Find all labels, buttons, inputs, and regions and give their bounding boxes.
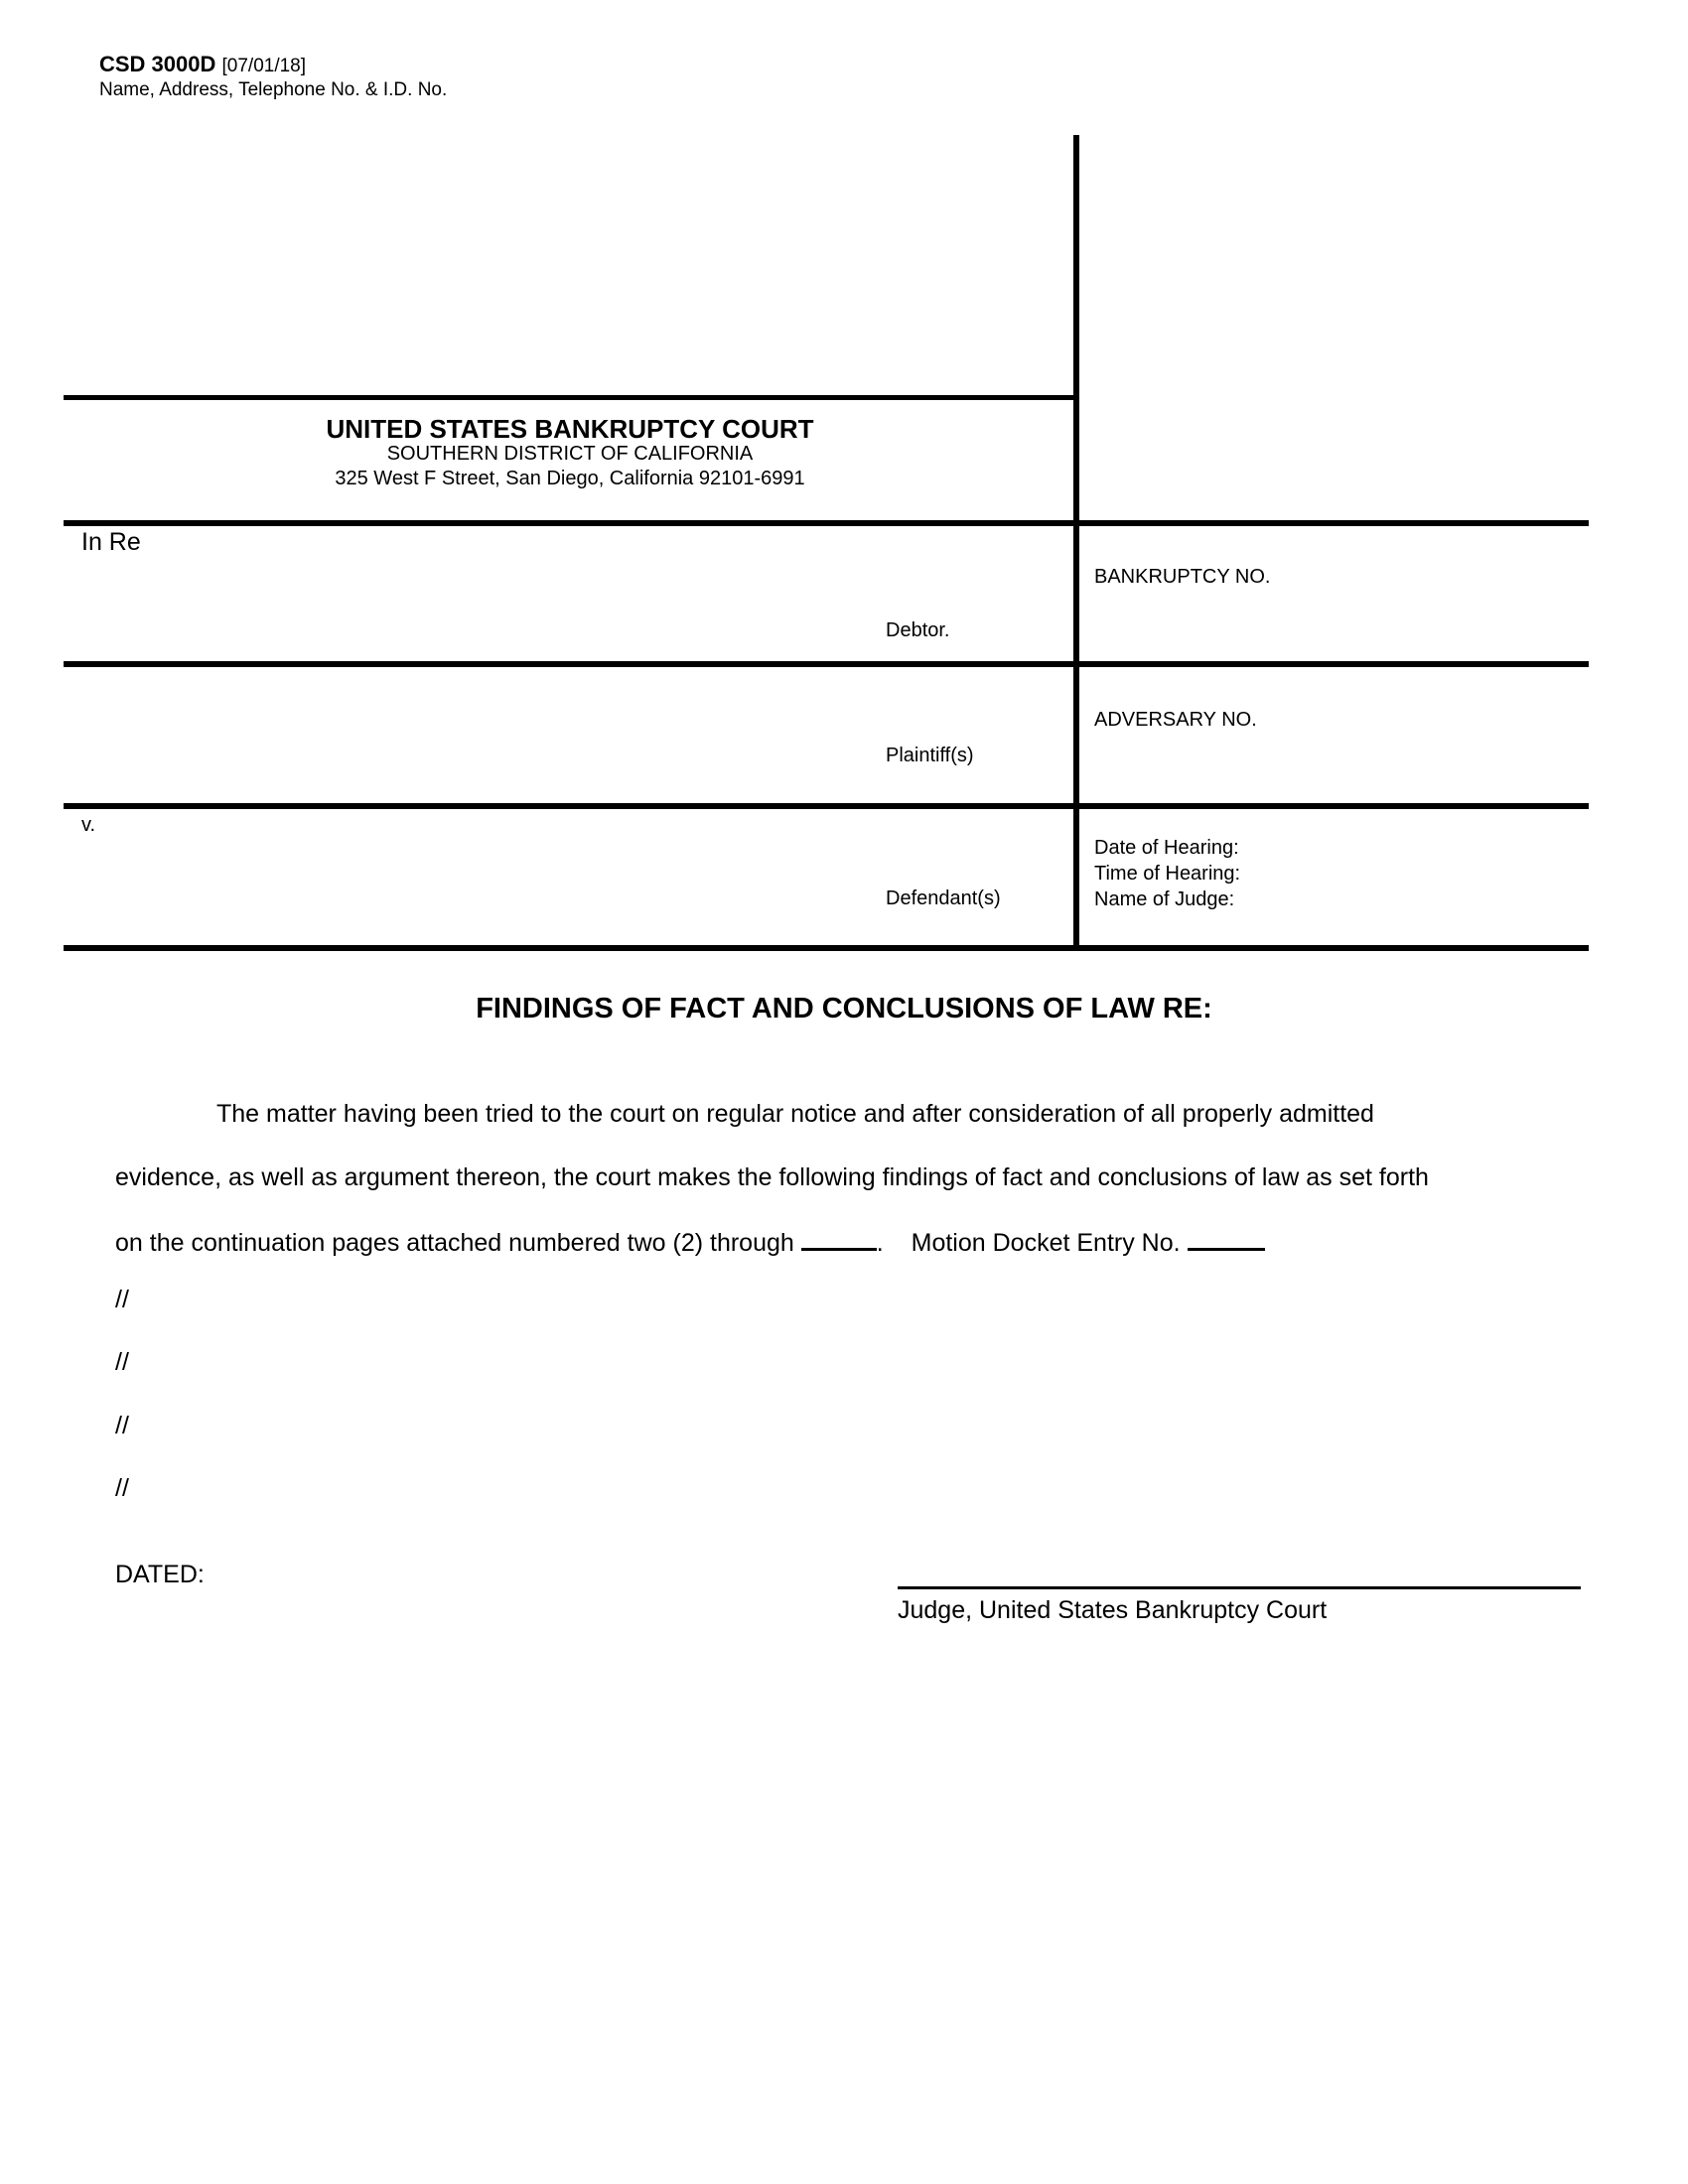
paragraph-line-2: evidence, as well as argument thereon, the court makes the following findings of fact and conclusions of law as set forth (115, 1163, 1429, 1191)
continuation-mark: // (115, 1474, 129, 1502)
caption-line-defendant-top (64, 803, 1589, 809)
paragraph-line-1: The matter having been tried to the court on regular notice and after consideration of all properly admitted (216, 1100, 1374, 1128)
docket-entry-blank[interactable] (1188, 1226, 1265, 1251)
document-title: FINDINGS OF FACT AND CONCLUSIONS OF LAW RE: (476, 993, 1212, 1024)
caption-line-plaintiff-top (64, 661, 1589, 667)
court-address: 325 West F Street, San Diego, California 92101-6991 (335, 468, 805, 489)
caption-line-court-top (64, 395, 1076, 400)
paragraph-line-3 (115, 1226, 1265, 1258)
date-of-hearing-label: Date of Hearing: (1094, 837, 1239, 859)
continuation-mark: // (115, 1348, 129, 1376)
signature-label: Judge, United States Bankruptcy Court (898, 1596, 1328, 1624)
paragraph-line-3-text: on the continuation pages attached numbered two (2) through (115, 1229, 794, 1257)
continuation-mark: // (115, 1412, 129, 1439)
defendant-label: Defendant(s) (886, 887, 1001, 909)
dated-label: DATED: (115, 1561, 205, 1588)
in-re-label: In Re (81, 528, 141, 556)
court-district: SOUTHERN DISTRICT OF CALIFORNIA (386, 443, 754, 465)
signature-line[interactable] (898, 1586, 1581, 1589)
caption-line-inre-top (64, 520, 1589, 526)
attorney-info-label: Name, Address, Telephone No. & I.D. No. (99, 79, 448, 100)
continuation-mark: // (115, 1286, 129, 1313)
form-revision: [07/01/18] (221, 56, 307, 76)
court-block (64, 414, 1076, 491)
paragraph-line-3-period: . (876, 1229, 884, 1257)
name-of-judge-label: Name of Judge: (1094, 888, 1235, 910)
court-name: UNITED STATES BANKRUPTCY COURT (326, 414, 814, 444)
time-of-hearing-label: Time of Hearing: (1094, 863, 1241, 885)
form-id (99, 52, 306, 77)
page-count-blank[interactable] (801, 1226, 877, 1251)
bankruptcy-no-label: BANKRUPTCY NO. (1094, 566, 1271, 588)
debtor-label: Debtor. (886, 619, 950, 641)
versus-label: v. (81, 814, 96, 836)
adversary-no-label: ADVERSARY NO. (1094, 709, 1257, 731)
plaintiff-label: Plaintiff(s) (886, 745, 974, 766)
form-code: CSD 3000D (99, 52, 216, 76)
caption-line-bottom (64, 945, 1589, 951)
motion-docket-label: Motion Docket Entry No. (911, 1229, 1181, 1257)
caption-vertical-divider (1073, 135, 1079, 945)
